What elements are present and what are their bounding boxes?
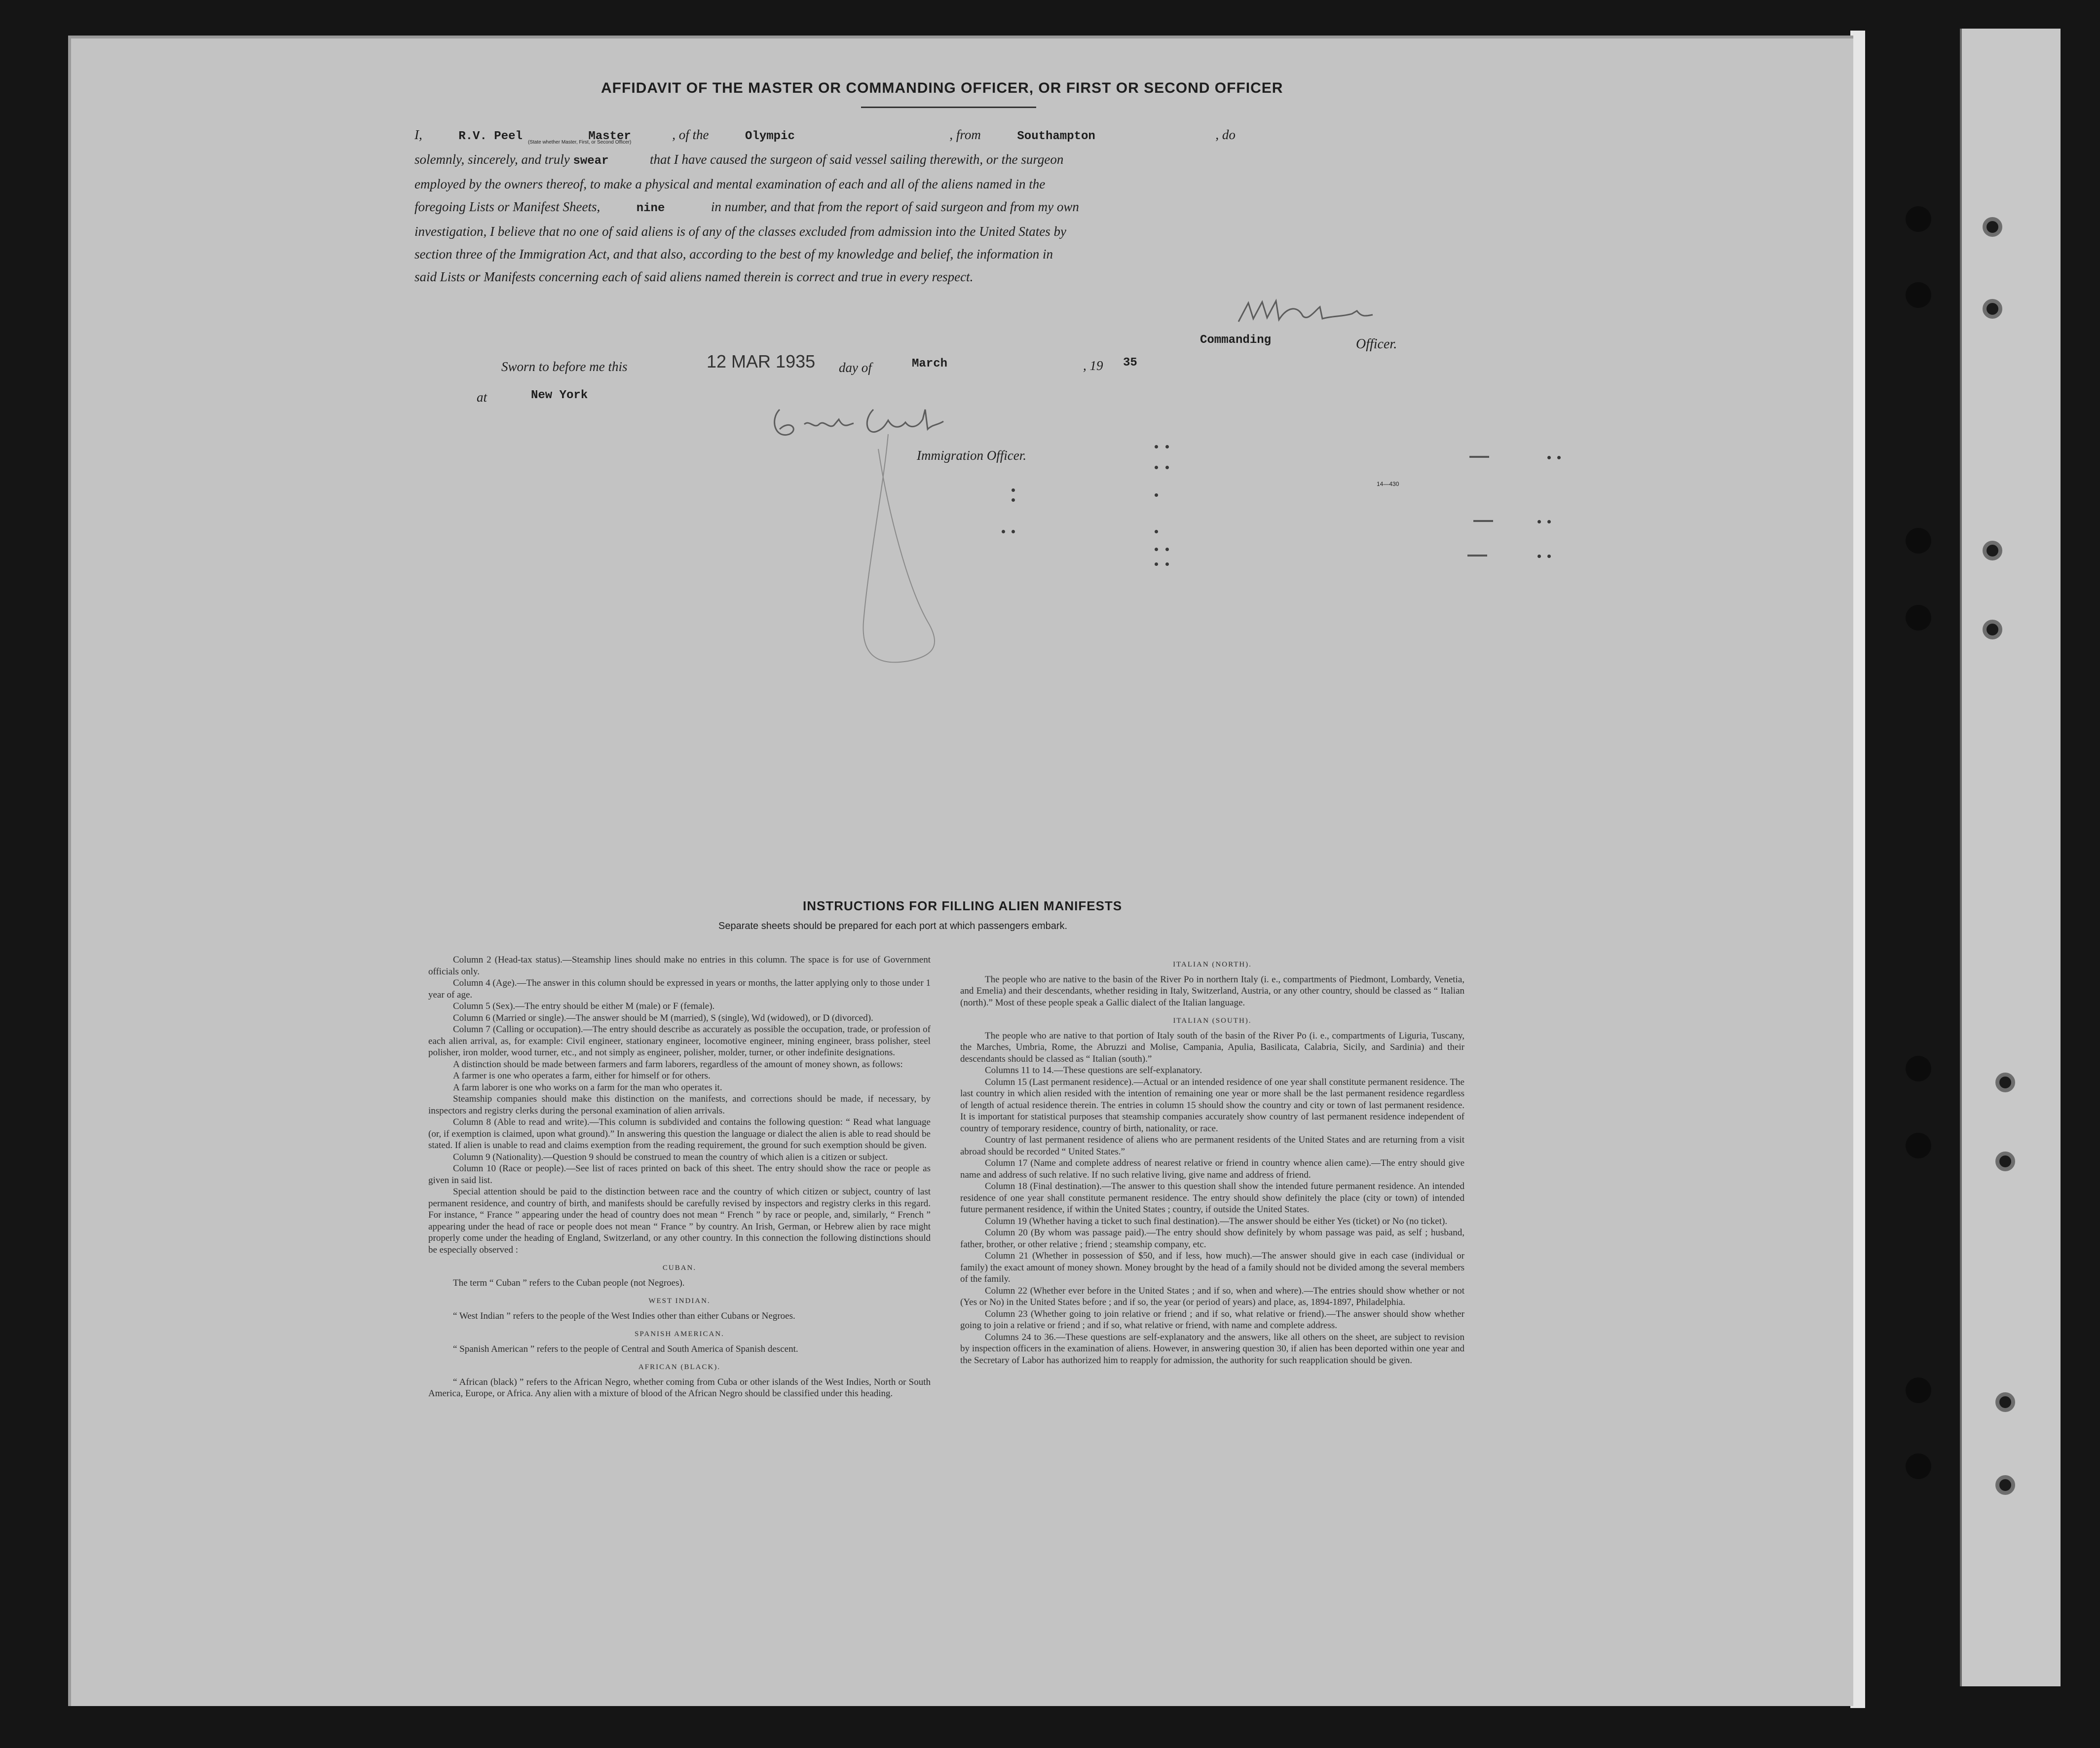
rank-caption: (State whether Master, First, or Second Officer) [528, 140, 632, 145]
punch-hole [1906, 206, 1931, 232]
instruction-paragraph: Column 2 (Head-tax status).—Steamship lines should make no entries in this column. The space is for use of Government officials only. [428, 955, 931, 977]
bleed-mark [1165, 466, 1169, 469]
bleed-mark [1547, 520, 1551, 523]
binder-ring [1983, 299, 2002, 319]
binder-ring [1995, 1392, 2015, 1412]
instruction-paragraph: Column 17 (Name and complete address of nearest relative or friend in country whence alien came).—The entry should give name and address of such relative. If no such relative living, give name and address of friend. [960, 1158, 1464, 1180]
instruction-paragraph: The term “ Cuban ” refers to the Cuban people (not Negroes). [453, 1277, 685, 1288]
punch-hole [1906, 1056, 1931, 1081]
bleed-mark [1155, 548, 1158, 551]
bleed-mark [1012, 498, 1015, 502]
instruction-paragraph: Special attention should be paid to the distinction between race and the country of which citizen or subject, country of last permanent residence, and country of birth, and manifests should be carefully revised by inspectors and registry clerks in this regard. For instance, “ France ” appearing under the head of country does not mean “ French ” by race or people, and, similarly, “ French ” appearing under the head of race or people does not mean “ France ” by country. An Irish, German, or Hebrew alien by race might properly come under the heading of England, Switzerland, or any other country. In this connection the following distinctions should be especially observed : [428, 1187, 931, 1255]
oath-line-3: employed by the owners thereof, to make a physical and mental examination of each and all of the aliens named in the [414, 177, 1046, 191]
affidavit-oath [414, 123, 1396, 288]
oath-prefix: I, [414, 127, 422, 142]
departure-port: Southampton [1017, 130, 1095, 143]
officer-rank: Master [588, 130, 631, 143]
oath-text: foregoing Lists or Manifest Sheets, [414, 199, 600, 214]
oath-line-6: section three of the Immigration Act, and that also, according to the best of my knowledge and belief, the information in [414, 247, 1053, 261]
affidavit-title: AFFIDAVIT OF THE MASTER OR COMMANDING OFFICER, OR FIRST OR SECOND OFFICER [601, 80, 1283, 96]
sworn-place: New York [531, 389, 588, 402]
vessel-name: Olympic [745, 130, 795, 143]
punch-hole [1906, 1453, 1931, 1479]
bleed-mark [1547, 456, 1551, 459]
instruction-paragraph: Column 8 (Able to read and write).—This column is subdivided and contains the following question: “ Read what language (or, if exemption is claimed, upon what ground).” In answering this question the language or dialect the alien is able to read should be stated. If alien is unable to read and claims exemption from the reading requirement, the ground for such exemption should be given. [428, 1117, 931, 1151]
instructions-title: INSTRUCTIONS FOR FILLING ALIEN MANIFESTS [803, 898, 1123, 913]
sworn-month: March [912, 357, 948, 371]
bleed-mark [1547, 555, 1551, 558]
punch-hole [1906, 282, 1931, 308]
bleed-mark [1165, 548, 1169, 551]
sworn-label: Sworn to before me this [501, 359, 628, 374]
instruction-paragraph: “ Spanish American ” refers to the people of Central and South America of Spanish descent. [453, 1343, 798, 1354]
year-suffix: 35 [1123, 356, 1137, 370]
instruction-paragraph: Column 5 (Sex).—The entry should be either M (male) or F (female). [453, 1001, 715, 1011]
section-heading: ITALIAN (NORTH). [1173, 961, 1252, 968]
instruction-paragraph: Column 10 (Race or people).—See list of races printed on back of this sheet. The entry should show the race or people as given in said list. [428, 1163, 931, 1186]
master-signature [1234, 296, 1377, 331]
signature-title: Commanding [1200, 334, 1272, 347]
bleed-mark [1155, 562, 1158, 566]
immigration-officer-label: Immigration Officer. [917, 448, 1026, 463]
instruction-paragraph: Steamship companies should make this distinction on the manifests, and corrections should be made, if necessary, by inspectors and registry clerks during the personal examination of alien arrivals. [428, 1094, 931, 1116]
oath-text: solemnly, sincerely, and truly [414, 152, 570, 167]
oath-line-7: said Lists or Manifests concerning each of said aliens named therein is correct and true in every respect. [414, 269, 974, 284]
punch-hole [1906, 1377, 1931, 1403]
binder-ring [1983, 620, 2002, 639]
do-label: , do [1215, 127, 1236, 142]
binder-ring [1995, 1475, 2015, 1495]
instruction-paragraph: Column 4 (Age).—The answer in this column should be expressed in years or months, the latter applying only to those under 1 year of age. [428, 978, 931, 1000]
instruction-paragraph: Column 20 (By whom was passage paid).—The entry should show definitely by whom passage was paid, as self ; husband, father, brother, or other relative ; friend ; steamship company, etc. [960, 1227, 1464, 1250]
bleed-dash [1469, 456, 1489, 458]
bleed-mark [1012, 488, 1015, 492]
bleed-mark [1538, 555, 1541, 558]
binder-strip [1960, 29, 2061, 1686]
oath-line-5: investigation, I believe that no one of said aliens is of any of the classes excluded from admission into the United States by [414, 224, 1067, 239]
instruction-paragraph: The people who are native to that portion of Italy south of the basin of the River Po (i. e., compartments of Liguria, Tuscany, the Marches, Umbria, Rome, the Abruzzi and Molise, Campania, Apulia, Basilicata, Calabria, Sicily, and Sardinia) and their descendants should be classed as “ Italian (south).” [960, 1030, 1464, 1064]
title-underline [861, 107, 1036, 108]
instructions-right-column [960, 959, 1464, 1366]
date-stamp: 12 MAR 1935 [707, 351, 816, 372]
instruction-paragraph: Column 6 (Married or single).—The answer should be M (married), S (single), Wd (widowed), or D (divorced). [453, 1012, 873, 1023]
year-prefix: , 19 [1083, 358, 1103, 373]
section-heading: WEST INDIAN. [648, 1297, 711, 1305]
oath-text: that I have caused the surgeon of said vessel sailing therewith, or the surgeon [649, 152, 1064, 167]
oath-verb: swear [573, 154, 609, 168]
oath-text: in number, and that from the report of said surgeon and from my own [711, 199, 1079, 214]
bleed-mark [1155, 493, 1158, 497]
bleed-mark [1557, 456, 1561, 459]
instruction-paragraph: Column 22 (Whether ever before in the United States ; and if so, when and where).—The entries should show whether or not (Yes or No) in the United States before ; and if so, the year (or period of years) and place, as, 1894-1897, Philadelphia. [960, 1285, 1464, 1307]
bleed-mark [1155, 466, 1158, 469]
punch-hole [1906, 528, 1931, 554]
binder-ring [1983, 541, 2002, 560]
bleed-mark [1538, 520, 1541, 523]
instruction-paragraph: Column 7 (Calling or occupation).—The entry should describe as accurately as possible the occupation, trade, or profession of each alien arrival, as, for example: Civil engineer, stationary engineer, locomotive engineer, mining engineer, brass polisher, steel polisher, iron molder, wood turner, etc., and not simply as engineer, polisher, molder, turner, or other indefinite designations. [428, 1024, 931, 1058]
bleed-mark [1165, 445, 1169, 448]
instruction-paragraph: Column 9 (Nationality).—Question 9 should be construed to mean the country of which alien is a citizen or subject. [453, 1152, 888, 1162]
bleed-mark [1012, 530, 1015, 533]
officer-label: Officer. [1356, 336, 1397, 352]
punch-hole [1906, 605, 1931, 631]
immigration-officer-signature [760, 390, 1016, 696]
instruction-paragraph: “ West Indian ” refers to the people of the West Indies other than either Cubans or Negroes. [453, 1310, 795, 1321]
oath-line-2 [414, 148, 1396, 173]
instruction-paragraph: The people who are native to the basin of the River Po in northern Italy (i. e., compartments of Piedmont, Lombardy, Venetia, and Emelia) and their descendants, whether residing in Italy, Switzerland, Austria, or any other country, should be classed as “ Italian (north).” Most of these people speak a Gallic dialect of the Italian language. [960, 974, 1464, 1008]
instruction-paragraph: A distinction should be made between farmers and farm laborers, regardless of the amount of money shown, as follows: [453, 1059, 903, 1070]
bleed-mark [1165, 562, 1169, 566]
instructions-left-column [428, 954, 931, 1400]
instruction-paragraph: Columns 24 to 36.—These questions are self-explanatory and the answers, like all others on the sheet, are subject to revision by inspection officers in the examination of aliens. However, in answering question 30, if alien has been deported within one year and the Secretary of Labor has authorized him to reapply for admission, the authority for such reapplication should be given. [960, 1332, 1464, 1366]
instruction-paragraph: Column 21 (Whether in possession of $50, and if less, how much).—The answer should give in each case (individual or family) the exact amount of money shown. Money brought by the head of a family should not be divided among the several members of the family. [960, 1251, 1464, 1284]
instruction-paragraph: Column 18 (Final destination).—The answer to this question shall show the intended future permanent residence. An intended residence of one year shall constitute permanent residence. The entry should show definitely the place (city or town) of intended future permanent residence, if within the United States ; country, if outside the United States. [960, 1181, 1464, 1215]
oath-line-4 [414, 195, 1396, 220]
binder-ring [1983, 217, 2002, 237]
instruction-paragraph: “ African (black) ” refers to the African Negro, whether coming from Cuba or other islands of the West Indies, North or South America, Europe, or Africa. Any alien with a mixture of blood of the African Negro should be classified under this heading. [428, 1376, 931, 1399]
binder-ring [1995, 1152, 2015, 1171]
binder-ring [1995, 1073, 2015, 1092]
officer-name: R.V. Peel [458, 130, 523, 143]
alien-count: nine [636, 202, 665, 215]
instruction-paragraph: Columns 11 to 14.—These questions are self-explanatory. [985, 1065, 1202, 1076]
instruction-paragraph: A farm laborer is one who works on a farm for the man who operates it. [453, 1082, 722, 1093]
punch-hole [1906, 1133, 1931, 1158]
at-label: at [477, 390, 488, 405]
form-code: 14—430 [1377, 481, 1399, 487]
instruction-paragraph: Column 15 (Last permanent residence).—Actual or an intended residence of one year shall constitute permanent residence. The last country in which alien resided with the intention of remaining one year or more shall be the last permanent residence regardless of length of actual residence therein. The entries in column 15 should show the country and city or town of last permanent residence. It is important for statistical purposes that steamship companies accurately show country of last permanent residence independent of country of temporary residence, country of birth, nationality, or race. [960, 1077, 1464, 1134]
section-heading: CUBAN. [662, 1264, 697, 1272]
bleed-mark [1155, 530, 1158, 533]
section-heading: AFRICAN (BLACK). [638, 1363, 721, 1371]
of-the-label: , of the [672, 127, 709, 142]
bleed-dash [1467, 555, 1487, 557]
bleed-dash [1473, 520, 1493, 522]
section-heading: ITALIAN (SOUTH). [1173, 1017, 1252, 1025]
instruction-paragraph: A farmer is one who operates a farm, either for himself or for others. [453, 1071, 711, 1081]
section-heading: SPANISH AMERICAN. [635, 1330, 724, 1338]
day-of-label: day of [839, 360, 872, 375]
instruction-paragraph: Country of last permanent residence of aliens who are permanent residents of the United States and are returning from a visit abroad should be recorded “ United States.” [960, 1135, 1464, 1157]
bleed-mark [1155, 445, 1158, 448]
instruction-paragraph: Column 19 (Whether having a ticket to such final destination).—The answer should be either Yes (ticket) or No (no ticket). [985, 1216, 1448, 1227]
bleed-mark [1002, 530, 1005, 533]
instruction-paragraph: Column 23 (Whether going to join relative or friend ; and if so, what relative or friend).—The answer should show whether going to join a relative or friend ; and if so, what relative or friend, with name and complete address. [960, 1308, 1464, 1331]
instructions-subtitle: Separate sheets should be prepared for each port at which passengers embark. [718, 921, 1068, 931]
from-label: , from [949, 127, 981, 142]
